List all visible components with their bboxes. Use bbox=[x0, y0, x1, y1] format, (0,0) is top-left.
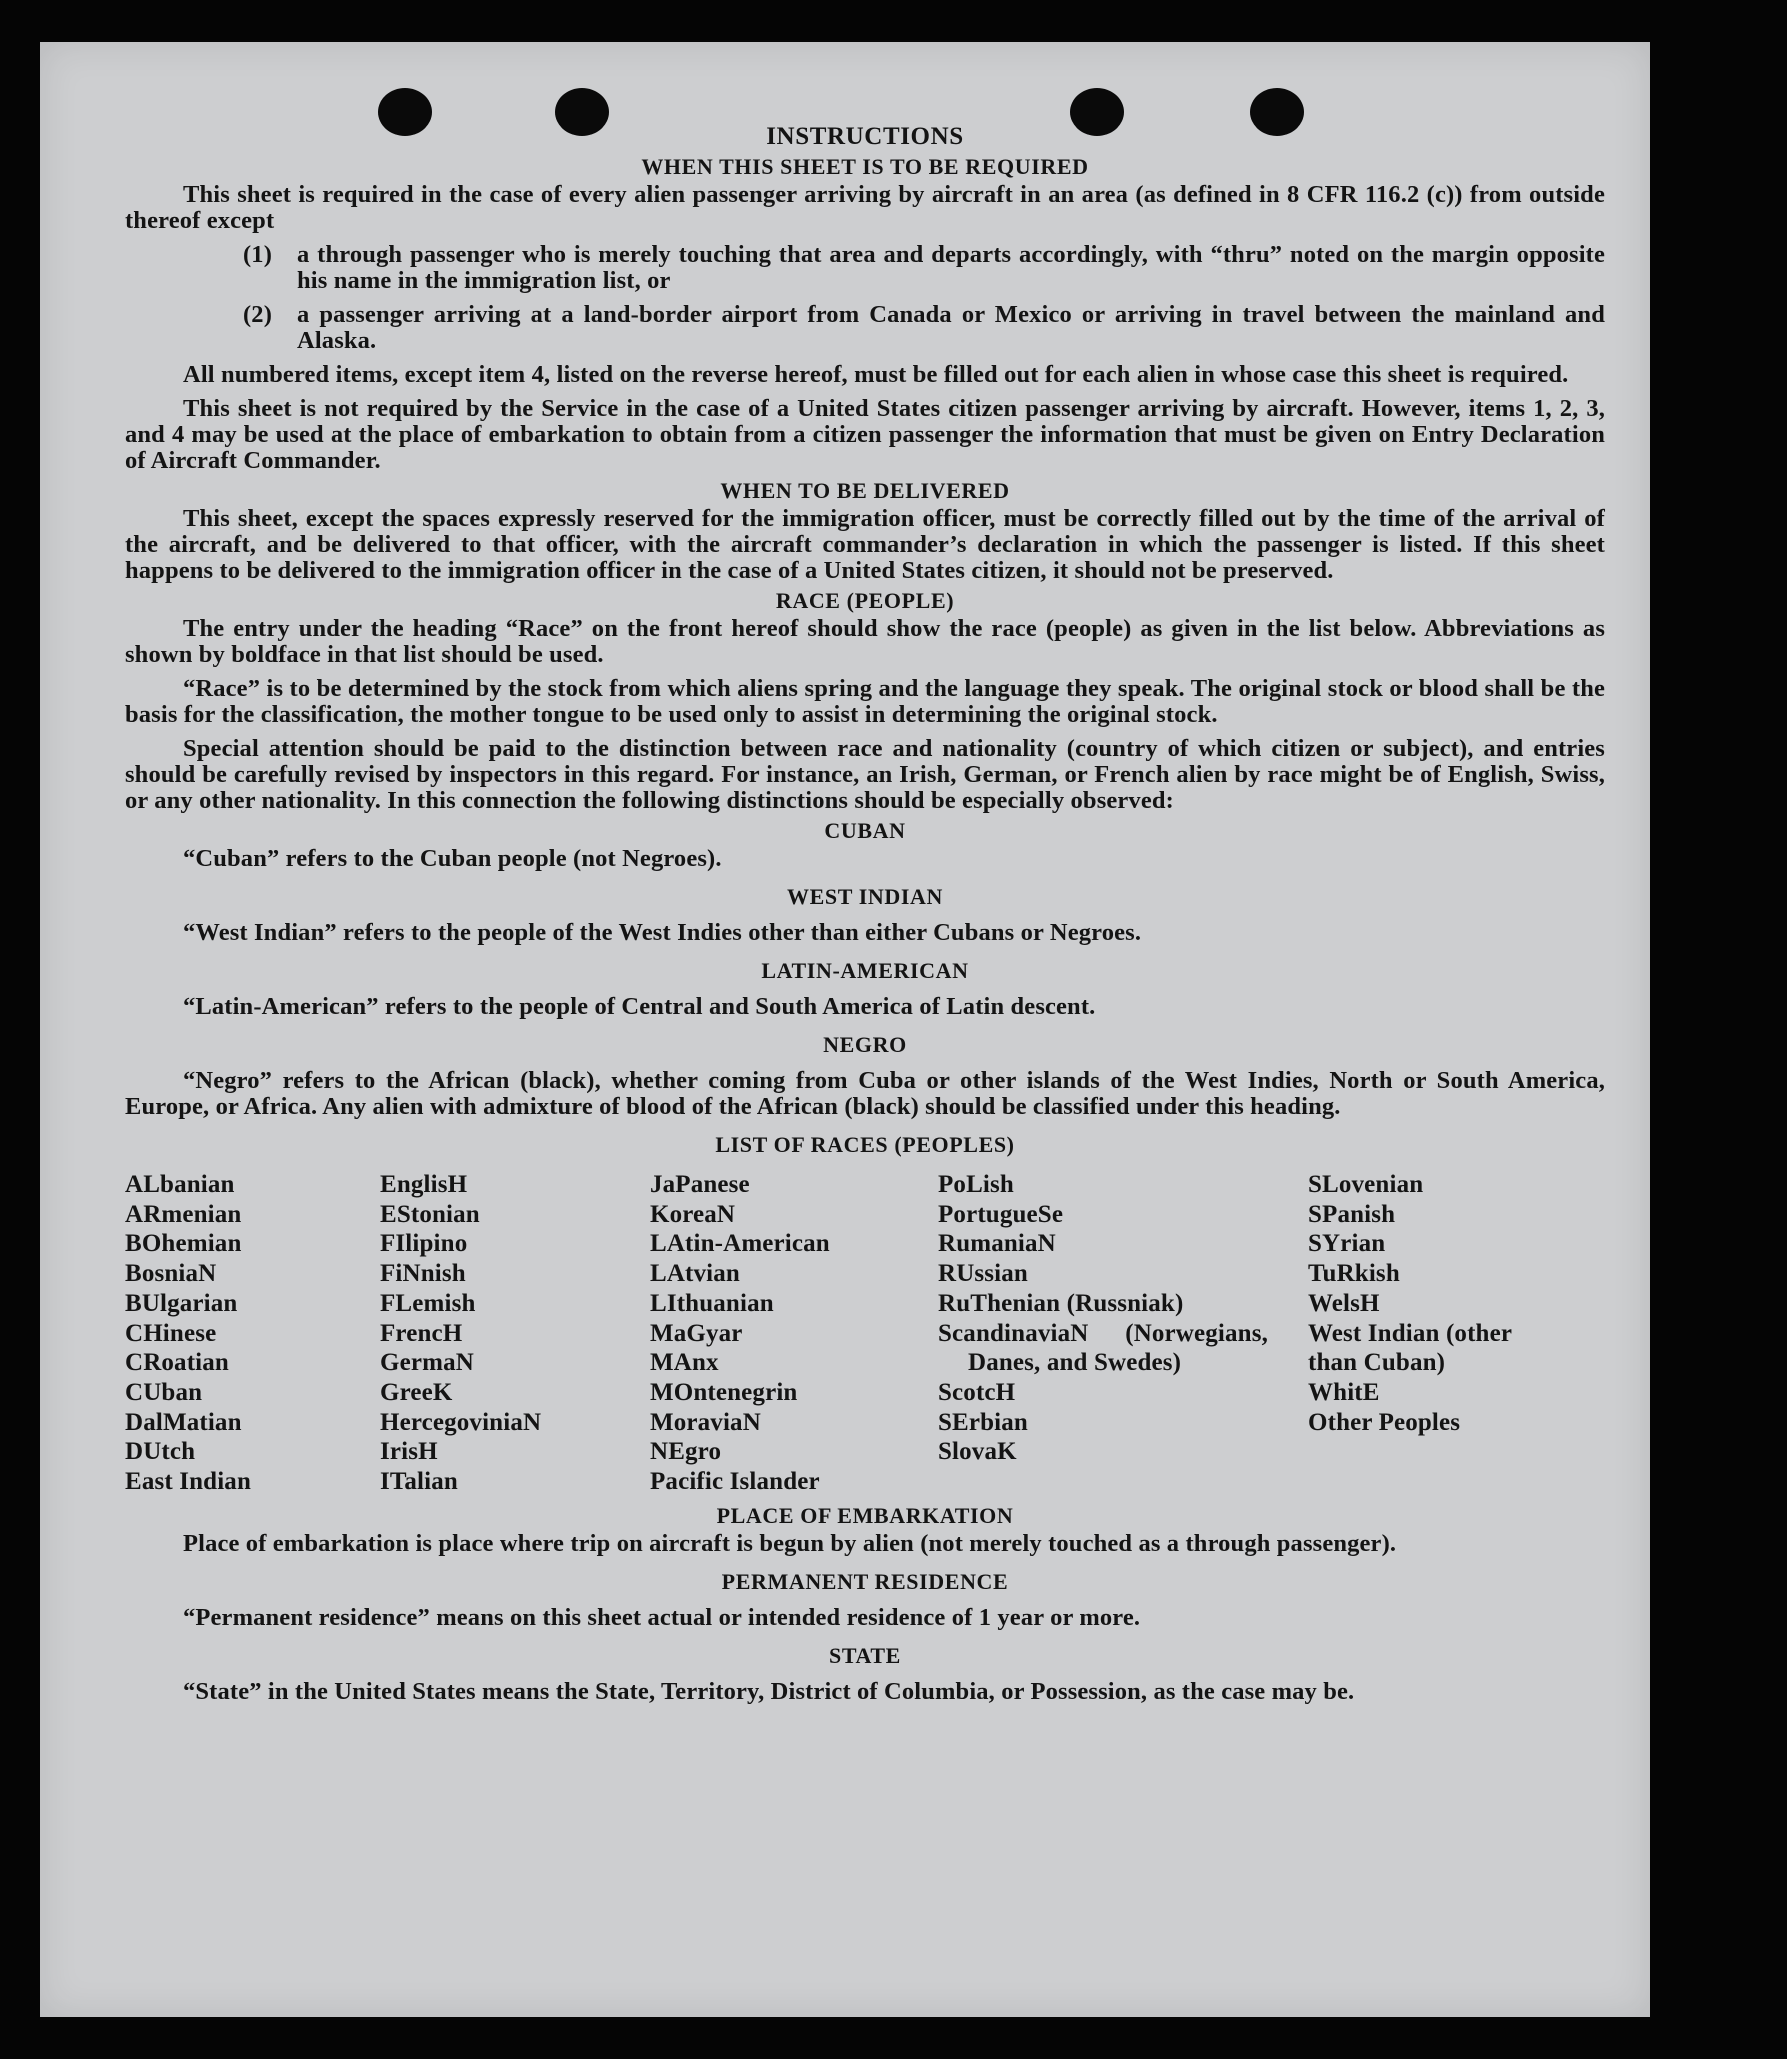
race-entry: West Indian (other than Cuban) bbox=[1308, 1319, 1512, 1377]
race-entry: PoLish bbox=[938, 1171, 1014, 1198]
race-entry: KoreaN bbox=[650, 1200, 736, 1228]
instructions-content bbox=[125, 116, 1605, 1705]
heading-negro: NEGRO bbox=[823, 1032, 907, 1057]
race-entry: ITalian bbox=[380, 1468, 458, 1496]
race-entry: PortugueSe bbox=[938, 1200, 1064, 1228]
race-entry: NEgro bbox=[650, 1438, 722, 1466]
heading-when-delivered: WHEN TO BE DELIVERED bbox=[720, 478, 1010, 503]
race-entry: EnglisH bbox=[380, 1171, 468, 1198]
race-entry: FiNnish bbox=[380, 1260, 466, 1288]
paragraph-citizen: This sheet is not required by the Service in the case of a United States citizen passenger arriving by aircraft. However, items 1, 2, 3, and 4 may be used at the place of embarkation to obtain from a citizen passenger the information that must be given on Entry Declaration of Aircraft Commander. bbox=[125, 395, 1605, 474]
race-entry: DUtch bbox=[125, 1438, 196, 1466]
paragraph-state: “State” in the United States means the State, Territory, District of Columbia, or Possession, as the case may be. bbox=[183, 1677, 1355, 1705]
paragraph-race-entry: The entry under the heading “Race” on the front hereof should show the race (people) as given in the list below. Abbreviations as shown by boldface in that list should be used. bbox=[125, 615, 1605, 668]
paragraph-west-indian: “West Indian” refers to the people of the West Indies other than either Cubans or Negroes. bbox=[183, 919, 1142, 946]
race-entry: IrisH bbox=[380, 1438, 438, 1466]
race-entry: Pacific Islander bbox=[650, 1468, 820, 1496]
race-entry: CUban bbox=[125, 1378, 203, 1406]
heading-when-required: WHEN THIS SHEET IS TO BE REQUIRED bbox=[641, 154, 1089, 179]
race-entry: LAtin-American bbox=[650, 1230, 830, 1258]
race-entry: Other Peoples bbox=[1308, 1408, 1461, 1436]
exception-text: a passenger arriving at a land-border airport from Canada or Mexico or arriving in travel between the mainland and Alaska. bbox=[297, 301, 1605, 354]
race-entry: MAnx bbox=[650, 1349, 719, 1377]
race-entry: SlovaK bbox=[938, 1438, 1017, 1466]
races-column bbox=[125, 1170, 380, 1497]
race-entry: ALbanian bbox=[125, 1171, 235, 1198]
race-entry: RumaniaN bbox=[938, 1230, 1056, 1258]
race-entry: ScotcH bbox=[938, 1378, 1016, 1406]
race-entry: CRoatian bbox=[125, 1349, 229, 1377]
race-entry: WhitE bbox=[1308, 1378, 1380, 1406]
race-entry: SErbian bbox=[938, 1408, 1028, 1436]
race-entry: HercegoviniaN bbox=[380, 1408, 542, 1436]
paragraph-permanent-residence: “Permanent residence” means on this sheet actual or intended residence of 1 year or more. bbox=[183, 1603, 1141, 1631]
heading-permanent-residence: PERMANENT RESIDENCE bbox=[721, 1568, 1009, 1594]
race-entry: BOhemian bbox=[125, 1230, 242, 1258]
paragraph-numbered-items: All numbered items, except item 4, listed on the reverse hereof, must be filled out for each alien in whose case this sheet is required. bbox=[183, 361, 1569, 388]
heading-state: STATE bbox=[829, 1642, 901, 1668]
race-entry: JaPanese bbox=[650, 1171, 750, 1198]
race-entry: BUlgarian bbox=[125, 1289, 238, 1317]
race-entry: GermaN bbox=[380, 1349, 474, 1377]
paragraph-race-nationality: Special attention should be paid to the distinction between race and nationality (country of which citizen or subject), and entries should be carefully revised by inspectors in this regard. For instance, an Irish, German, or French alien by race might be of English, Swiss, or any other nationality. In this connection the following distinctions should be especially observed: bbox=[125, 735, 1605, 814]
exception-text: a through passenger who is merely touching that area and departs accordingly, with “thru” noted on the margin opposite his name in the immigration list, or bbox=[297, 241, 1605, 294]
heading-races-list: LIST OF RACES (PEOPLES) bbox=[715, 1132, 1015, 1157]
race-entry: GreeK bbox=[380, 1378, 453, 1406]
paragraph-race-stock: “Race” is to be determined by the stock from which aliens spring and the language they speak. The original stock or blood shall be the basis for the classification, the mother tongue to be used only to assist in determining the original stock. bbox=[125, 675, 1605, 728]
race-entry: MoraviaN bbox=[650, 1408, 761, 1436]
race-entry: LIthuanian bbox=[650, 1289, 774, 1317]
heading-west-indian: WEST INDIAN bbox=[787, 884, 943, 909]
race-entry: WelsH bbox=[1308, 1289, 1380, 1317]
heading-latin-american: LATIN-AMERICAN bbox=[761, 958, 969, 983]
exception-item bbox=[243, 302, 1605, 354]
races-column bbox=[1308, 1170, 1573, 1497]
paragraph-negro: “Negro” refers to the African (black), whether coming from Cuba or other islands of the West Indies, North or South America, Europe, or Africa. Any alien with admixture of blood of the African (black) should be classified under this heading. bbox=[125, 1067, 1605, 1120]
races-list bbox=[125, 1170, 1605, 1497]
exception-item bbox=[243, 242, 1605, 294]
races-column bbox=[938, 1170, 1308, 1497]
race-entry: MaGyar bbox=[650, 1319, 743, 1347]
race-entry: East Indian bbox=[125, 1468, 252, 1496]
race-entry: CHinese bbox=[125, 1319, 217, 1347]
races-column bbox=[650, 1170, 938, 1497]
race-entry: RUssian bbox=[938, 1260, 1028, 1288]
paragraph-delivered: This sheet, except the spaces expressly reserved for the immigration officer, must be correctly filled out by the time of the arrival of the aircraft, and be delivered to that officer, with the aircraft commander’s declaration in which the passenger is listed. If this sheet happens to be delivered to the immigration officer in the case of a United States citizen, it should not be preserved. bbox=[125, 505, 1605, 584]
document-sheet bbox=[40, 42, 1650, 2017]
race-entry: FLemish bbox=[380, 1289, 476, 1317]
race-entry: BosniaN bbox=[125, 1260, 217, 1288]
race-entry: LAtvian bbox=[650, 1260, 740, 1288]
race-entry: TuRkish bbox=[1308, 1260, 1400, 1288]
race-entry: EStonian bbox=[380, 1200, 480, 1228]
paragraph-embarkation: Place of embarkation is place where trip on aircraft is begun by alien (not merely touched as a through passenger). bbox=[183, 1529, 1397, 1557]
paragraph-cuban: “Cuban” refers to the Cuban people (not Negroes). bbox=[183, 845, 722, 872]
heading-race: RACE (PEOPLE) bbox=[775, 588, 955, 613]
races-column bbox=[380, 1170, 650, 1497]
race-entry: RuThenian (Russniak) bbox=[938, 1289, 1184, 1317]
paragraph-latin-american: “Latin-American” refers to the people of Central and South America of Latin descent. bbox=[183, 993, 1096, 1020]
page-title: INSTRUCTIONS bbox=[766, 123, 964, 150]
race-entry: SPanish bbox=[1308, 1200, 1396, 1228]
paragraph-required-intro: This sheet is required in the case of every alien passenger arriving by aircraft in an area (as defined in 8 CFR 116.2 (c)) from outside thereof except bbox=[125, 181, 1605, 234]
race-entry: FIlipino bbox=[380, 1230, 468, 1258]
race-entry: DalMatian bbox=[125, 1408, 242, 1436]
exception-number: (1) bbox=[243, 241, 273, 268]
race-entry: FrencH bbox=[380, 1319, 463, 1347]
heading-embarkation: PLACE OF EMBARKATION bbox=[716, 1502, 1014, 1528]
race-entry: SYrian bbox=[1308, 1230, 1386, 1258]
race-entry: ScandinaviaN (Norwegians, Danes, and Swedes) bbox=[938, 1319, 1268, 1377]
race-entry: ARmenian bbox=[125, 1200, 242, 1228]
race-entry: MOntenegrin bbox=[650, 1378, 798, 1406]
heading-cuban: CUBAN bbox=[824, 818, 906, 843]
race-entry: SLovenian bbox=[1308, 1171, 1424, 1198]
exception-number: (2) bbox=[243, 301, 273, 328]
